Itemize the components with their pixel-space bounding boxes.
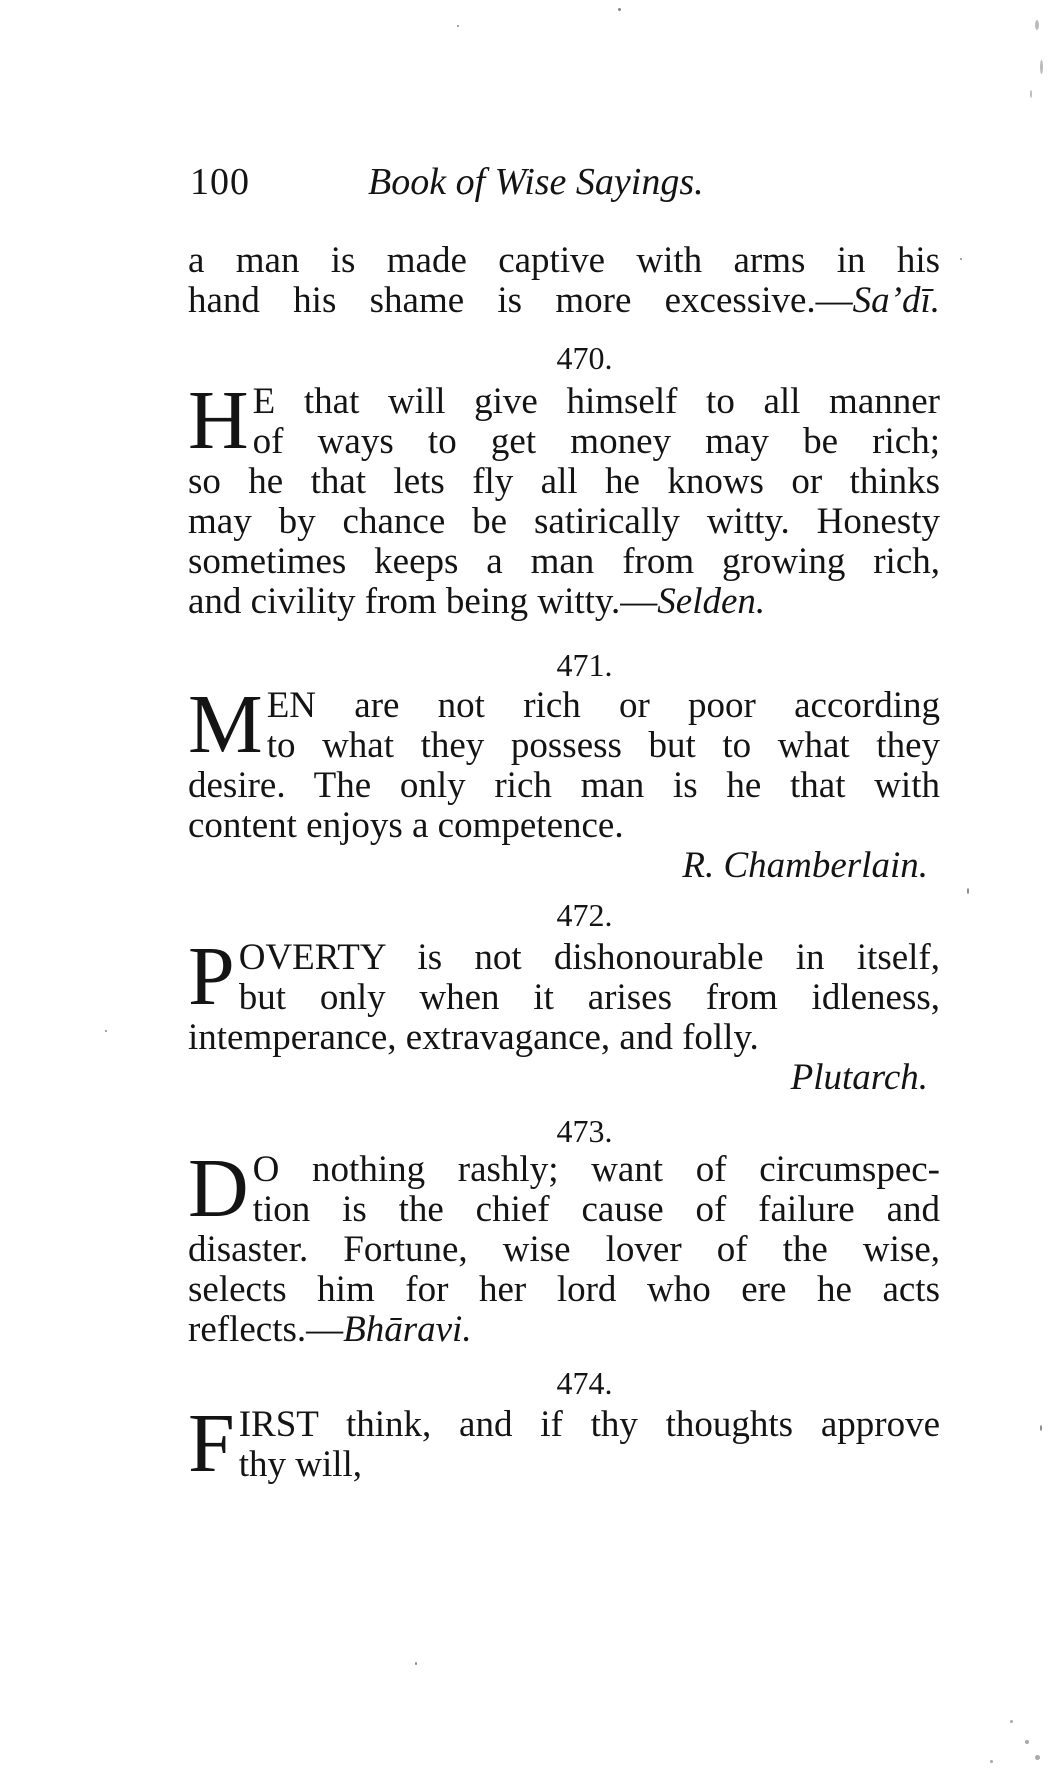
text-line: sometimes keeps a man from growing rich, [188,541,940,582]
text-line: OVERTY is not dishonourable in itself, [238,938,940,978]
text-line: thy will, [238,1444,363,1485]
saying-471 [188,678,940,886]
drop-cap: P [188,930,235,1023]
saying-474 [188,1397,940,1490]
attribution: Selden. [657,581,766,622]
text-line: but only when it arises from idleness, [238,977,940,1018]
text-line: and civility from being witty.—Selden. [188,581,766,622]
text-line: of ways to get money may be rich; [252,421,940,462]
drop-cap: D [188,1142,249,1235]
text-line: may by chance be satirically witty. Honesty [188,501,940,542]
attribution: Bhāravi. [343,1309,472,1350]
saying-473 [188,1142,940,1350]
text-line: O nothing rashly; want of circumspec- [252,1150,940,1190]
saying-472 [188,930,940,1098]
text-line: disaster. Fortune, wise lover of the wise, [188,1229,940,1270]
drop-cap: H [188,374,249,467]
attribution: Plutarch. [790,1057,928,1098]
text-line: a man is made captive with arms in his [188,240,940,281]
text-line: reflects.—Bhāravi. [188,1309,472,1350]
text-line: IRST think, and if thy thoughts approve [238,1405,940,1445]
attribution: R. Chamberlain. [682,845,928,886]
text-line: intemperance, extravagance, and folly. [188,1017,759,1058]
running-title: Book of Wise Sayings. [368,161,704,203]
drop-cap: M [188,678,263,771]
saying-number: 473. [556,1113,613,1149]
saying-number: 471. [556,647,613,683]
text-line: selects him for her lord who ere he acts [188,1269,940,1310]
drop-cap: F [188,1397,235,1490]
saying-470 [188,374,940,622]
saying-number: 470. [556,340,613,376]
text-line: hand his shame is more excessive.—Sa’dī. [188,280,940,321]
text-line: E that will give himself to all manner [252,382,940,422]
text-line: tion is the chief cause of failure and [252,1189,940,1230]
text-line: EN are not rich or poor according [266,686,940,726]
page-number: 100 [190,161,250,203]
page-header [190,160,940,210]
text-line: to what they possess but to what they [266,725,940,766]
saying-number: 472. [556,897,613,933]
text-line: so he that lets fly all he knows or thinks [188,461,940,502]
attribution: Sa’dī. [852,280,940,321]
saying-number: 474. [556,1365,613,1401]
text-line: desire. The only rich man is he that with [188,765,940,806]
continuation-paragraph [188,241,940,321]
text-line: content enjoys a competence. [188,805,624,846]
